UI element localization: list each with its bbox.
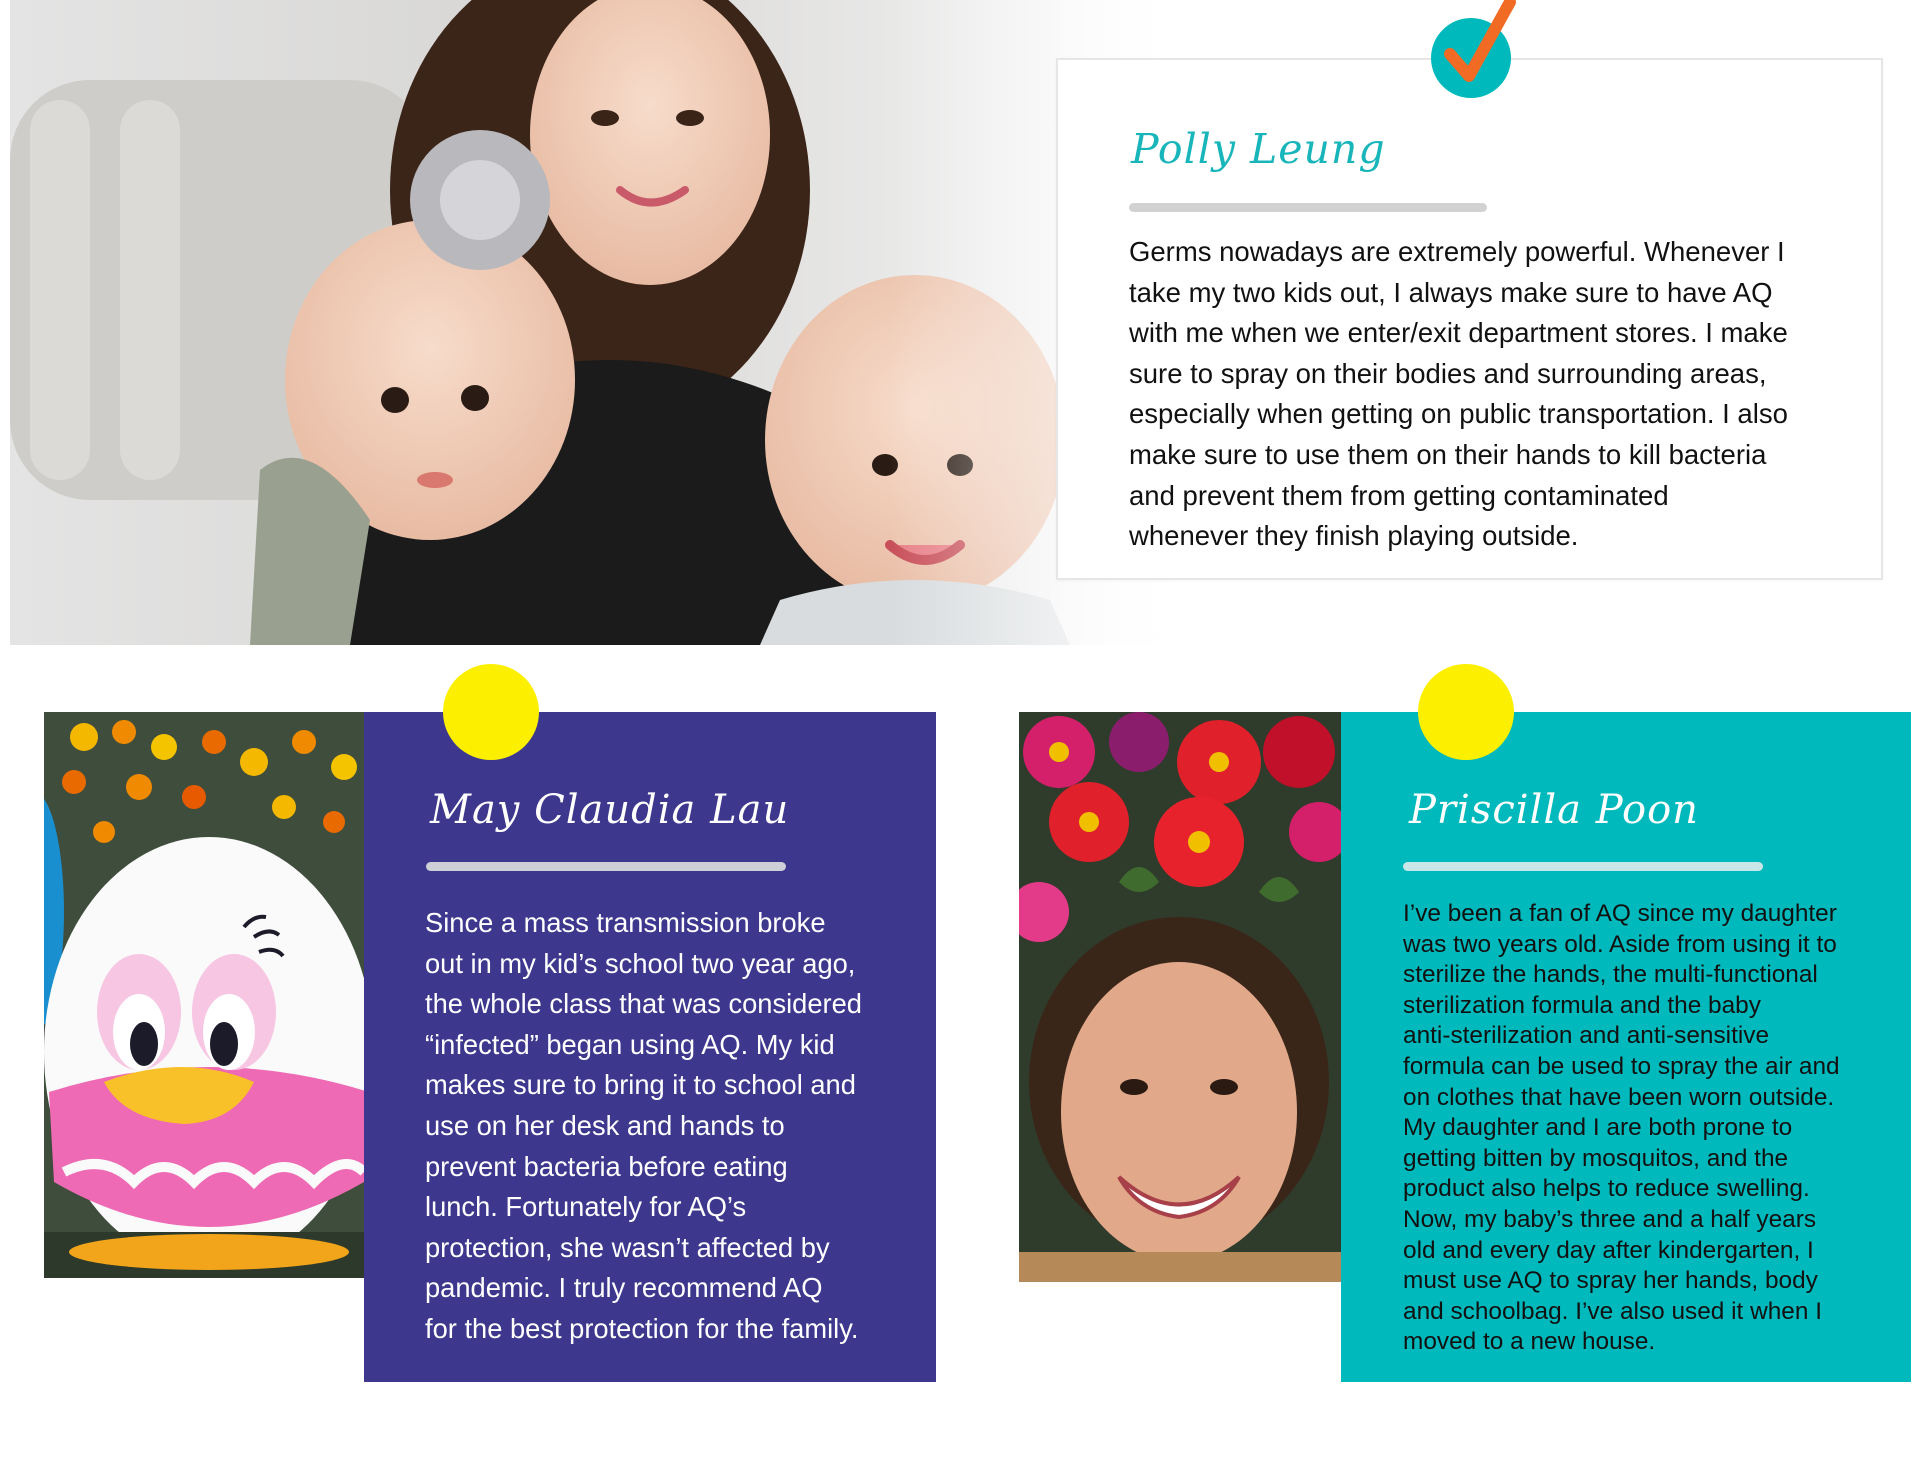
text-line: old and every day after kindergarten, I	[1403, 1236, 1814, 1264]
text-line: out in my kid’s school two year ago,	[425, 947, 856, 979]
text-line: formula can be used to spray the air and	[1403, 1052, 1840, 1080]
testimonial-text-polly	[1129, 232, 1849, 557]
text-line: for the best protection for the family.	[425, 1312, 859, 1344]
woman-with-flowers-photo	[1019, 712, 1342, 1282]
text-line: use on her desk and hands to	[425, 1109, 785, 1141]
text-line: sure to spray on their bodies and surrounding areas,	[1129, 357, 1767, 389]
text-line: especially when getting on public transportation. I also	[1129, 398, 1788, 430]
testimonial-name-priscilla: Priscilla Poon	[1409, 787, 1699, 833]
text-line: take my two kids out, I always make sure to have AQ	[1129, 276, 1773, 308]
text-line: the whole class that was considered	[425, 988, 862, 1020]
text-line: “infected” began using AQ. My kid	[425, 1028, 835, 1060]
text-line: moved to a new house.	[1403, 1328, 1656, 1356]
text-line: makes sure to bring it to school and	[425, 1069, 856, 1101]
text-line: was two years old. Aside from using it to	[1403, 930, 1837, 958]
text-line: Germs nowadays are extremely powerful. Whenever I	[1129, 236, 1785, 267]
text-line: product also helps to reduce swelling.	[1403, 1175, 1810, 1203]
checkmark-badge-icon	[1424, 0, 1519, 98]
testimonial-text-priscilla	[1403, 899, 1903, 1358]
text-line: protection, she wasn’t affected by	[425, 1231, 830, 1263]
text-line: I’ve been a fan of AQ since my daughter	[1403, 900, 1837, 927]
name-underline-bar	[1129, 203, 1487, 212]
text-line: prevent bacteria before eating	[425, 1150, 788, 1182]
daisy-duck-egg-photo	[44, 712, 366, 1278]
text-line: must use AQ to spray her hands, body	[1403, 1267, 1818, 1295]
text-line: pandemic. I truly recommend AQ	[425, 1272, 823, 1304]
text-line: and schoolbag. I’ve also used it when I	[1403, 1297, 1822, 1325]
text-line: on clothes that have been worn outside.	[1403, 1083, 1835, 1111]
text-line: Since a mass transmission broke	[425, 907, 826, 938]
testimonial-name-may: May Claudia Lau	[430, 787, 790, 833]
yellow-dot-icon	[443, 664, 539, 760]
daisy-duck-egg-illustration	[44, 712, 366, 1278]
testimonial-text-may	[425, 903, 925, 1350]
text-line: Now, my baby’s three and a half years	[1403, 1205, 1817, 1233]
family-photo	[10, 0, 1190, 645]
text-line: My daughter and I are both prone to	[1403, 1114, 1793, 1142]
text-line: make sure to use them on their hands to kill bacteria	[1129, 438, 1767, 470]
text-line: sterilize the hands, the multi-functional	[1403, 961, 1818, 989]
text-line: getting bitten by mosquitos, and the	[1403, 1144, 1789, 1172]
name-underline-bar	[426, 862, 786, 871]
family-photo-illustration	[10, 0, 1190, 645]
woman-with-flowers-illustration	[1019, 712, 1342, 1282]
name-underline-bar	[1403, 862, 1763, 871]
text-line: anti-sterilization and anti-sensitive	[1403, 1022, 1770, 1050]
testimonial-name-polly: Polly Leung	[1131, 125, 1386, 173]
text-line: sterilization formula and the baby	[1403, 991, 1761, 1019]
text-line: lunch. Fortunately for AQ’s	[425, 1191, 747, 1223]
text-line: whenever they finish playing outside.	[1129, 520, 1579, 552]
text-line: with me when we enter/exit department stores. I make	[1129, 317, 1788, 349]
text-line: and prevent them from getting contaminated	[1129, 479, 1669, 511]
yellow-dot-icon	[1418, 664, 1514, 760]
